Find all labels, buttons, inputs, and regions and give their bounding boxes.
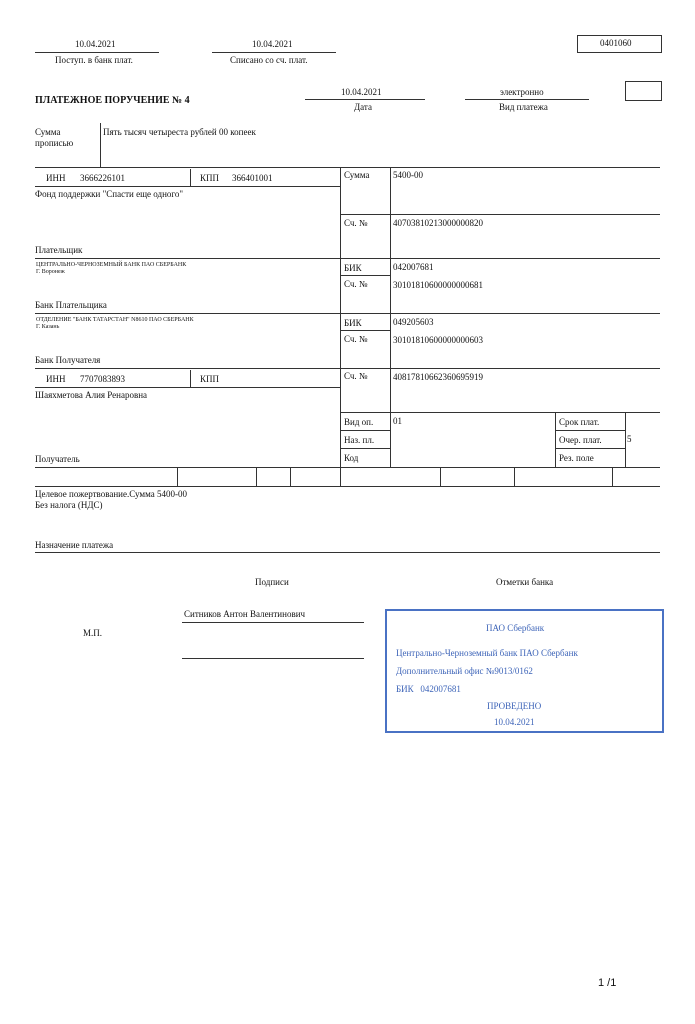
divider (465, 99, 589, 100)
stamp-status: ПРОВЕДЕНО (487, 701, 542, 711)
purpose-label: Назначение платежа (35, 540, 114, 550)
divider (555, 430, 625, 431)
payee-inn-label: ИНН (46, 374, 66, 384)
divider (555, 412, 556, 468)
payer-bank-account: 30101810600000000681 (393, 280, 483, 290)
divider (190, 370, 191, 387)
bank-stamp (385, 609, 664, 733)
op-type: 01 (393, 416, 402, 426)
divider (35, 467, 660, 468)
payer-bank-bik: 042007681 (393, 262, 434, 272)
debited-label: Списано со сч. плат. (230, 55, 308, 65)
divider (100, 123, 101, 167)
divider (212, 52, 336, 53)
amount-words-label-2: прописью (35, 138, 74, 148)
order-date: 10.04.2021 (341, 87, 382, 97)
payee-kpp-label: КПП (200, 374, 220, 384)
payer-bank-label: Банк Плательщика (35, 300, 107, 310)
divider (35, 552, 660, 553)
payer-bank-account-label: Сч. № (344, 279, 368, 289)
received-date: 10.04.2021 (75, 39, 116, 49)
payment-type-label: Вид платежа (499, 102, 548, 112)
purpose-line-2: Без налога (НДС) (35, 500, 103, 510)
payer-label: Плательщик (35, 245, 83, 255)
divider (555, 448, 625, 449)
payer-kpp: 366401001 (232, 173, 273, 183)
divider (35, 368, 660, 369)
payment-type: электронно (500, 87, 544, 97)
payee-account-label: Сч. № (344, 371, 368, 381)
divider (390, 167, 391, 468)
divider (340, 448, 390, 449)
payer-sum: 5400-00 (393, 170, 423, 180)
divider (625, 412, 626, 468)
priority-label: Очер. плат. (559, 435, 602, 445)
stamp-date: 10.04.2021 (494, 717, 535, 727)
reserve-label: Рез. поле (559, 453, 594, 463)
blank-code-box (625, 81, 662, 101)
document-title: ПЛАТЕЖНОЕ ПОРУЧЕНИЕ № 4 (35, 95, 190, 106)
payer-bank-name: ЦЕНТРАЛЬНО-ЧЕРНОЗЕМНЫЙ БАНК ПАО СБЕРБАНК (36, 262, 187, 268)
divider (340, 330, 390, 331)
stamp-bank: ПАО Сбербанк (486, 623, 545, 633)
payer-inn-label: ИНН (46, 173, 66, 183)
divider (340, 412, 660, 413)
page-number: 1 /1 (598, 977, 617, 989)
received-label: Поступ. в банк плат. (55, 55, 133, 65)
payee-account: 40817810662360695919 (393, 372, 483, 382)
amount-words-label: Сумма (35, 127, 61, 137)
payee-label: Получатель (35, 454, 80, 464)
code-label: Код (344, 453, 359, 463)
divider (305, 99, 425, 100)
divider (35, 52, 159, 53)
signatures-label: Подписи (255, 577, 289, 587)
payee-bank-account-label: Сч. № (344, 334, 368, 344)
purpose-code-label: Наз. пл. (344, 435, 375, 445)
payee-bank-bik-label: БИК (344, 318, 362, 328)
signature-line (182, 622, 364, 623)
stamp-bik: БИК 042007681 (396, 684, 461, 694)
priority: 5 (627, 434, 632, 444)
divider (190, 169, 191, 186)
stamp-office: Дополнительный офис №9013/0162 (396, 666, 533, 676)
payee-name: Шаяхметова Алия Ренаровна (35, 390, 148, 400)
divider (35, 313, 660, 314)
amount-words: Пять тысяч четыреста рублей 00 копеек (103, 127, 256, 137)
op-type-label: Вид оп. (344, 417, 374, 427)
payee-bank-bik: 049205603 (393, 317, 434, 327)
divider (35, 186, 340, 187)
purpose-line-1: Целевое пожертвование.Сумма 5400-00 (35, 489, 187, 499)
payer-bank-bik-label: БИК (344, 263, 362, 273)
payee-bank-label: Банк Получателя (35, 355, 101, 365)
signer-name: Ситников Антон Валентинович (184, 609, 306, 619)
divider (340, 167, 341, 468)
bank-marks-label: Отметки банка (496, 577, 554, 587)
divider (612, 467, 613, 486)
payee-bank-city: Г. Казань (36, 324, 60, 330)
payer-name: Фонд поддержки "Спасти еще одного" (35, 189, 184, 199)
divider (35, 167, 660, 168)
signature-line (182, 658, 364, 659)
payee-bank-name: ОТДЕЛЕНИЕ "БАНК ТАТАРСТАН" N8610 ПАО СБЕРБАНК (36, 317, 194, 323)
form-code: 0401060 (600, 38, 632, 48)
payee-inn: 7707083893 (80, 374, 125, 384)
divider (440, 467, 441, 486)
payer-sum-label: Сумма (344, 170, 370, 180)
divider (290, 467, 291, 486)
divider (256, 467, 257, 486)
divider (340, 430, 390, 431)
divider (340, 467, 341, 486)
divider (340, 275, 390, 276)
divider (35, 387, 340, 388)
form-code-box (577, 35, 662, 53)
divider (35, 486, 660, 487)
order-date-label: Дата (354, 102, 372, 112)
divider (514, 467, 515, 486)
divider (177, 467, 178, 486)
payee-bank-account: 30101810600000000603 (393, 335, 483, 345)
stamp-branch: Центрально-Черноземный банк ПАО Сбербанк (396, 648, 578, 658)
payer-kpp-label: КПП (200, 173, 220, 183)
payer-account-label: Сч. № (344, 218, 368, 228)
divider (340, 214, 660, 215)
payer-account: 40703810213000000820 (393, 218, 483, 228)
due-label: Срок плат. (559, 417, 600, 427)
payer-bank-city: Г. Воронеж (36, 269, 65, 275)
stamp-place: М.П. (83, 628, 103, 638)
divider (35, 258, 660, 259)
debited-date: 10.04.2021 (252, 39, 293, 49)
payer-inn: 3666226101 (80, 173, 125, 183)
